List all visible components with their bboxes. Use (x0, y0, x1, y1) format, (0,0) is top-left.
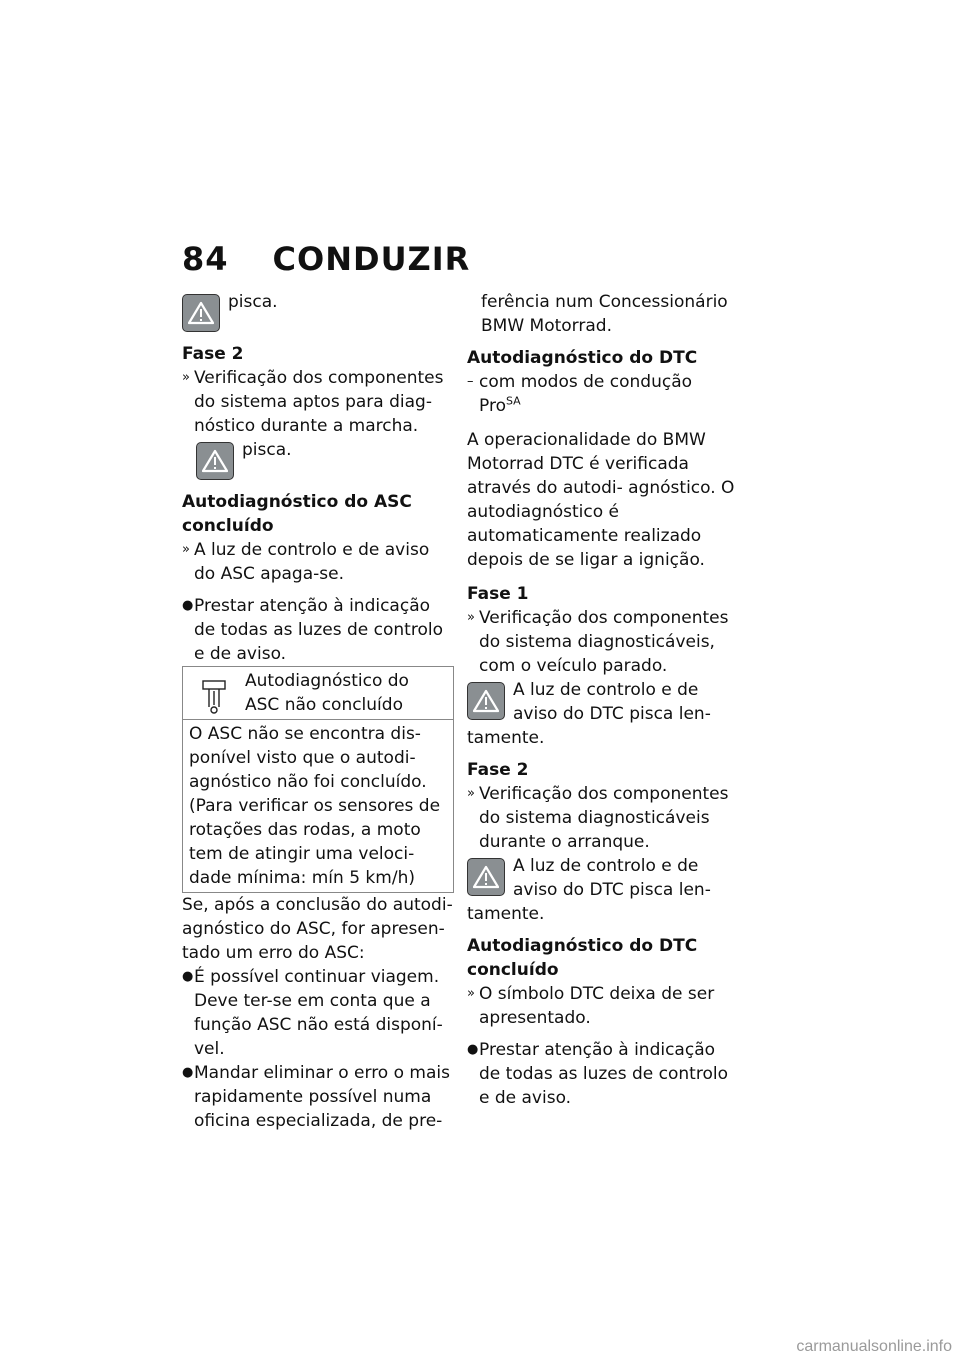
section-heading: Autodiagnóstico do ASC concluído (182, 492, 412, 536)
arrow-marker: » (182, 370, 190, 385)
bullet-marker: ● (182, 1065, 194, 1080)
result-item (182, 366, 454, 438)
bullet-item (182, 965, 454, 1061)
paragraph: Se, após a conclusão do autodi- agnóstico do ASC, for apresen- tado um erro do ASC: (182, 895, 453, 963)
dash-marker: – (467, 374, 474, 389)
bullet-item (467, 1038, 739, 1110)
sa-superscript: SA (505, 394, 521, 408)
note-box (182, 666, 454, 893)
arrow-marker: » (467, 786, 475, 801)
arrow-marker: » (467, 986, 475, 1001)
bullet-marker: ● (182, 969, 194, 984)
warning-triangle-icon (467, 858, 505, 896)
item-text: Prestar atenção à indicação de todas as luzes de controlo e de aviso. (479, 1040, 728, 1108)
indicator-tail: tamente. (467, 904, 545, 924)
page-number: 84 (182, 240, 229, 278)
watermark: carmanualsonline.info (796, 1338, 952, 1355)
item-text: Verificação dos componentes do sistema diagnosticáveis durante o arranque. (479, 784, 729, 852)
page-header (182, 240, 470, 278)
item-text: Prestar atenção à indicação de todas as luzes de controlo e de aviso. (194, 596, 443, 664)
bullet-marker: ● (467, 1042, 479, 1057)
continued-text: ferência num Concessionário BMW Motorrad. (481, 292, 728, 336)
bullet-item (182, 594, 454, 666)
result-item (467, 606, 739, 678)
chapter-title: CONDUZIR (272, 240, 471, 278)
result-item (182, 538, 454, 586)
section-heading: Autodiagnóstico do DTC concluído (467, 936, 698, 980)
left-column (182, 290, 454, 1133)
note-icon (201, 677, 227, 717)
section-heading: Fase 1 (467, 584, 529, 604)
right-column (467, 290, 739, 1110)
section-heading: Fase 2 (182, 344, 244, 364)
indicator-row (182, 290, 454, 332)
result-item (467, 782, 739, 854)
section-heading: Autodiagnóstico do DTC (467, 348, 698, 368)
bullet-item (182, 1061, 454, 1133)
indicator-text: pisca. (228, 292, 278, 312)
warning-triangle-icon (467, 682, 505, 720)
note-title: Autodiagnóstico do ASC não concluído (245, 671, 409, 715)
arrow-marker: » (182, 542, 190, 557)
note-body: O ASC não se encontra dis- ponível visto que o autodi- agnóstico não foi concluído. (Para verificar os sensores de rotações das rodas, a moto tem de atingir uma veloci- dade mínima: mín 5 km/h) (189, 724, 441, 888)
item-text: Verificação dos componentes do sistema aptos para diag- nóstico durante a marcha. (194, 368, 444, 436)
section-heading: Fase 2 (467, 760, 529, 780)
subheading-text: com modos de condução Pro (479, 372, 693, 416)
note-box-header (183, 667, 453, 720)
item-text: A luz de controlo e de aviso do ASC apaga-se. (194, 540, 430, 584)
indicator-text: A luz de controlo e de aviso do DTC pisca len- (513, 856, 711, 900)
indicator-text: pisca. (242, 440, 292, 460)
indicator-row (182, 438, 454, 480)
item-text: O símbolo DTC deixa de ser apresentado. (479, 984, 715, 1028)
result-item (467, 982, 739, 1030)
bullet-marker: ● (182, 598, 194, 613)
warning-triangle-icon (196, 442, 234, 480)
item-text: Mandar eliminar o erro o mais rapidamente possível numa oficina especializada, de pre- (194, 1063, 450, 1131)
indicator-text: A luz de controlo e de aviso do DTC pisca len- (513, 680, 711, 724)
subheading-item (467, 370, 739, 418)
warning-triangle-icon (182, 294, 220, 332)
indicator-tail: tamente. (467, 728, 545, 748)
indicator-row (467, 854, 739, 902)
paragraph: A operacionalidade do BMW Motorrad DTC é verificada através do autodi- agnóstico. O autodiagnóstico é automaticamente realizado depois de se ligar a ignição. (467, 430, 735, 570)
arrow-marker: » (467, 610, 475, 625)
item-text: É possível continuar viagem. Deve ter-se em conta que a função ASC não está disponí- vel. (194, 967, 443, 1059)
indicator-row (467, 678, 739, 726)
item-text: Verificação dos componentes do sistema diagnosticáveis, com o veículo parado. (479, 608, 729, 676)
